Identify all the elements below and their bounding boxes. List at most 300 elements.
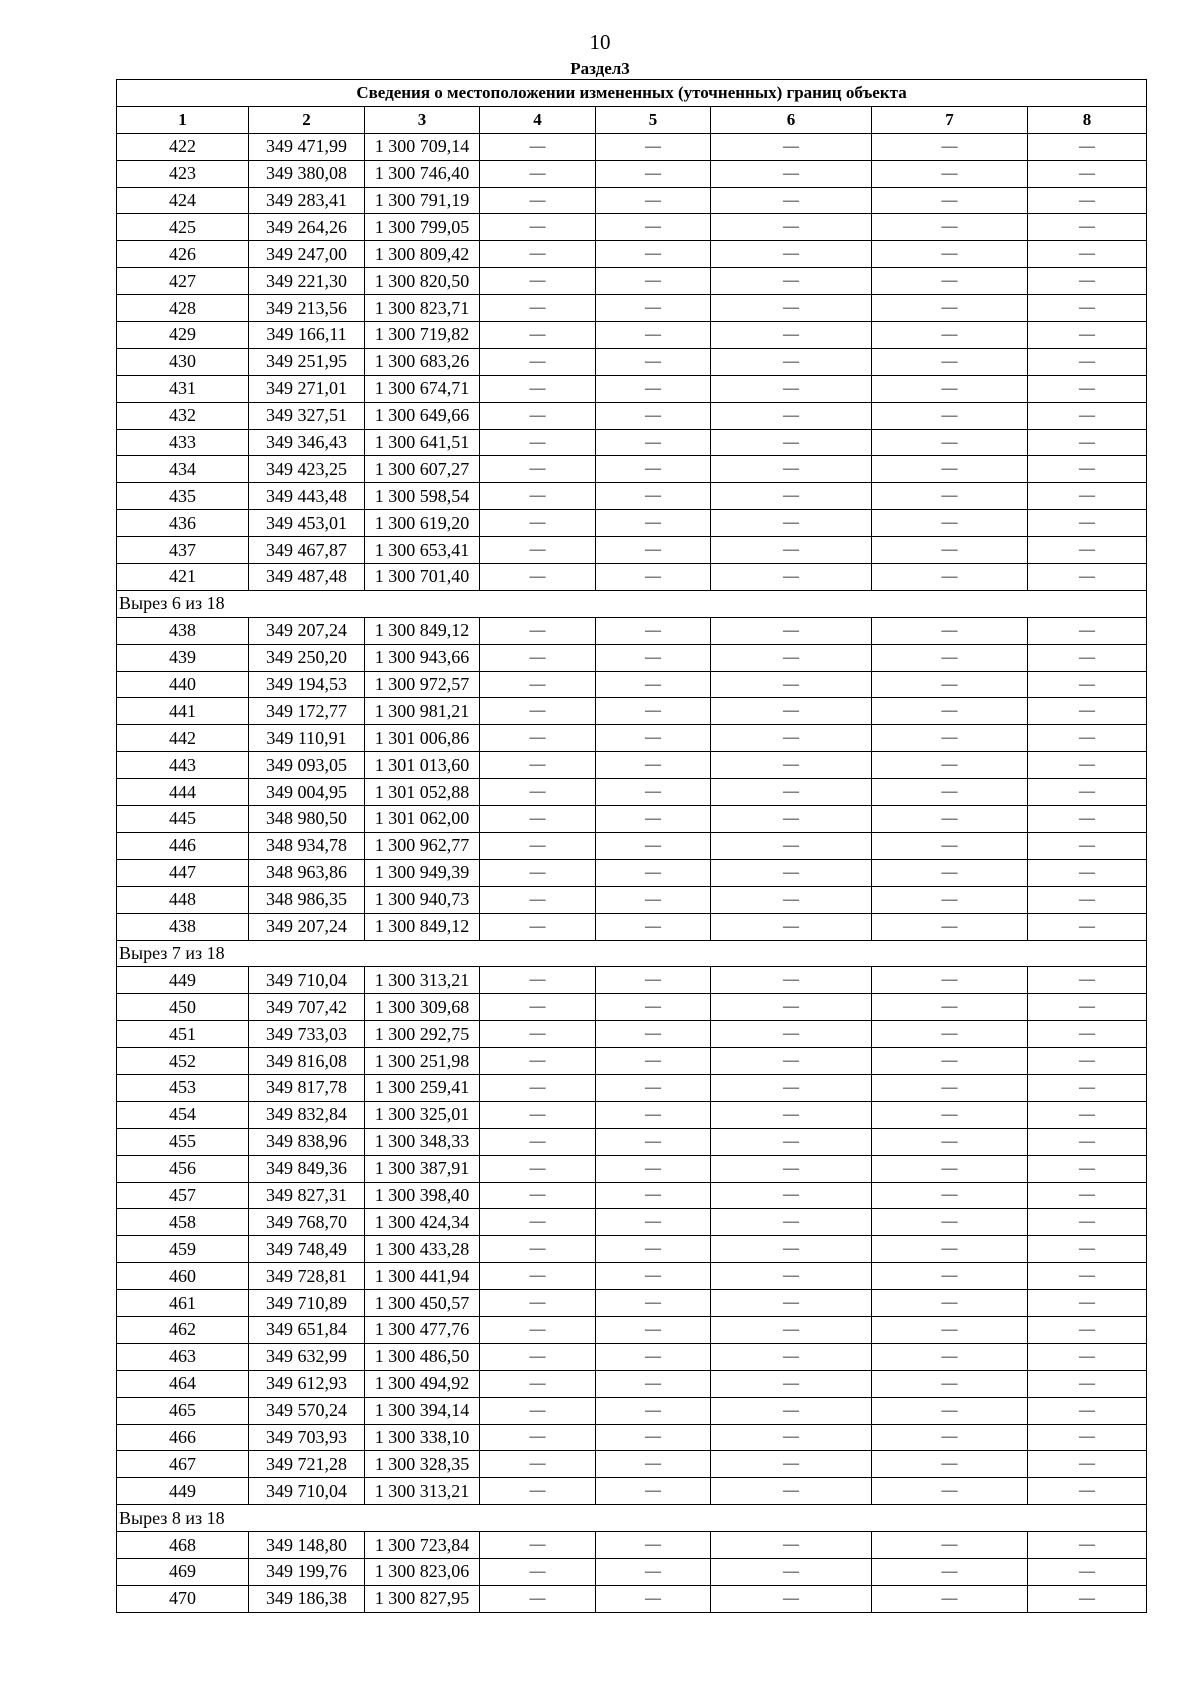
y-coordinate-cell: 1 300 962,77 — [365, 832, 480, 859]
y-coordinate-cell: 1 300 799,05 — [365, 214, 480, 241]
empty-value-cell: — — [872, 1021, 1028, 1048]
empty-value-cell: — — [596, 187, 711, 214]
empty-value-cell: — — [711, 644, 872, 671]
empty-value-cell: — — [872, 1558, 1028, 1585]
point-number-cell: 438 — [117, 913, 249, 940]
x-coordinate-cell: 349 453,01 — [249, 510, 365, 537]
table-row — [117, 752, 1147, 779]
empty-value-cell: — — [1028, 537, 1147, 564]
point-number-cell: 457 — [117, 1182, 249, 1209]
empty-value-cell: — — [480, 1316, 596, 1343]
y-coordinate-cell: 1 300 827,95 — [365, 1585, 480, 1612]
empty-value-cell: — — [711, 967, 872, 994]
empty-value-cell: — — [872, 402, 1028, 429]
x-coordinate-cell: 349 817,78 — [249, 1074, 365, 1101]
point-number-cell: 431 — [117, 375, 249, 402]
y-coordinate-cell: 1 300 823,06 — [365, 1558, 480, 1585]
empty-value-cell: — — [1028, 214, 1147, 241]
point-number-cell: 438 — [117, 617, 249, 644]
x-coordinate-cell: 348 934,78 — [249, 832, 365, 859]
y-coordinate-cell: 1 300 823,71 — [365, 295, 480, 322]
x-coordinate-cell: 349 832,84 — [249, 1101, 365, 1128]
point-number-cell: 445 — [117, 806, 249, 833]
empty-value-cell: — — [596, 1532, 711, 1559]
empty-value-cell: — — [1028, 295, 1147, 322]
point-number-cell: 463 — [117, 1343, 249, 1370]
y-coordinate-cell: 1 300 709,14 — [365, 133, 480, 160]
x-coordinate-cell: 349 110,91 — [249, 725, 365, 752]
table-row — [117, 1209, 1147, 1236]
empty-value-cell: — — [711, 859, 872, 886]
empty-value-cell: — — [1028, 1478, 1147, 1505]
table-row — [117, 375, 1147, 402]
coordinates-table — [116, 79, 1147, 1613]
empty-value-cell: — — [711, 187, 872, 214]
y-coordinate-cell: 1 300 450,57 — [365, 1290, 480, 1317]
table-row — [117, 1316, 1147, 1343]
x-coordinate-cell: 349 467,87 — [249, 537, 365, 564]
x-coordinate-cell: 349 327,51 — [249, 402, 365, 429]
empty-value-cell: — — [596, 429, 711, 456]
empty-value-cell: — — [1028, 241, 1147, 268]
empty-value-cell: — — [1028, 859, 1147, 886]
empty-value-cell: — — [596, 1424, 711, 1451]
point-number-cell: 425 — [117, 214, 249, 241]
y-coordinate-cell: 1 300 313,21 — [365, 1478, 480, 1505]
empty-value-cell: — — [711, 1128, 872, 1155]
section-title: Раздел3 — [570, 59, 630, 78]
point-number-cell: 422 — [117, 133, 249, 160]
empty-value-cell: — — [711, 832, 872, 859]
point-number-cell: 454 — [117, 1101, 249, 1128]
x-coordinate-cell: 349 247,00 — [249, 241, 365, 268]
x-coordinate-cell: 349 004,95 — [249, 779, 365, 806]
x-coordinate-cell: 349 251,95 — [249, 348, 365, 375]
table-row — [117, 644, 1147, 671]
empty-value-cell: — — [1028, 1074, 1147, 1101]
empty-value-cell: — — [872, 806, 1028, 833]
x-coordinate-cell: 349 423,25 — [249, 456, 365, 483]
empty-value-cell: — — [872, 779, 1028, 806]
empty-value-cell: — — [596, 1343, 711, 1370]
empty-value-cell: — — [596, 295, 711, 322]
table-row — [117, 1263, 1147, 1290]
empty-value-cell: — — [480, 348, 596, 375]
x-coordinate-cell: 349 199,76 — [249, 1558, 365, 1585]
y-coordinate-cell: 1 300 949,39 — [365, 859, 480, 886]
empty-value-cell: — — [1028, 994, 1147, 1021]
empty-value-cell: — — [872, 295, 1028, 322]
empty-value-cell: — — [1028, 160, 1147, 187]
empty-value-cell: — — [480, 187, 596, 214]
empty-value-cell: — — [711, 725, 872, 752]
column-number: 2 — [249, 106, 365, 133]
point-number-cell: 429 — [117, 322, 249, 349]
y-coordinate-cell: 1 300 441,94 — [365, 1263, 480, 1290]
x-coordinate-cell: 349 748,49 — [249, 1236, 365, 1263]
empty-value-cell: — — [711, 1343, 872, 1370]
table-row — [117, 564, 1147, 591]
point-number-cell: 468 — [117, 1532, 249, 1559]
subsection-row — [117, 940, 1147, 967]
x-coordinate-cell: 349 827,31 — [249, 1182, 365, 1209]
empty-value-cell: — — [872, 1074, 1028, 1101]
table-row — [117, 1290, 1147, 1317]
point-number-cell: 444 — [117, 779, 249, 806]
empty-value-cell: — — [596, 537, 711, 564]
table-row — [117, 1370, 1147, 1397]
table-row — [117, 510, 1147, 537]
x-coordinate-cell: 349 471,99 — [249, 133, 365, 160]
y-coordinate-cell: 1 300 701,40 — [365, 564, 480, 591]
empty-value-cell: — — [711, 752, 872, 779]
y-coordinate-cell: 1 300 943,66 — [365, 644, 480, 671]
empty-value-cell: — — [872, 133, 1028, 160]
table-row — [117, 214, 1147, 241]
empty-value-cell: — — [596, 1182, 711, 1209]
x-coordinate-cell: 349 612,93 — [249, 1370, 365, 1397]
point-number-cell: 461 — [117, 1290, 249, 1317]
empty-value-cell: — — [1028, 456, 1147, 483]
y-coordinate-cell: 1 300 309,68 — [365, 994, 480, 1021]
empty-value-cell: — — [1028, 806, 1147, 833]
empty-value-cell: — — [596, 483, 711, 510]
empty-value-cell: — — [872, 214, 1028, 241]
empty-value-cell: — — [596, 1128, 711, 1155]
x-coordinate-cell: 349 148,80 — [249, 1532, 365, 1559]
empty-value-cell: — — [480, 994, 596, 1021]
empty-value-cell: — — [872, 886, 1028, 913]
empty-value-cell: — — [872, 348, 1028, 375]
point-number-cell: 435 — [117, 483, 249, 510]
empty-value-cell: — — [872, 1236, 1028, 1263]
x-coordinate-cell: 349 271,01 — [249, 375, 365, 402]
empty-value-cell: — — [1028, 268, 1147, 295]
empty-value-cell: — — [480, 1370, 596, 1397]
empty-value-cell: — — [1028, 1048, 1147, 1075]
empty-value-cell: — — [596, 1209, 711, 1236]
empty-value-cell: — — [480, 322, 596, 349]
empty-value-cell: — — [1028, 1021, 1147, 1048]
empty-value-cell: — — [480, 859, 596, 886]
empty-value-cell: — — [1028, 1424, 1147, 1451]
empty-value-cell: — — [480, 214, 596, 241]
table-row — [117, 1558, 1147, 1585]
x-coordinate-cell: 349 264,26 — [249, 214, 365, 241]
empty-value-cell: — — [872, 187, 1028, 214]
x-coordinate-cell: 349 186,38 — [249, 1585, 365, 1612]
empty-value-cell: — — [596, 160, 711, 187]
x-coordinate-cell: 349 710,04 — [249, 967, 365, 994]
table-row — [117, 268, 1147, 295]
empty-value-cell: — — [596, 671, 711, 698]
x-coordinate-cell: 349 194,53 — [249, 671, 365, 698]
x-coordinate-cell: 349 703,93 — [249, 1424, 365, 1451]
empty-value-cell: — — [1028, 1236, 1147, 1263]
empty-value-cell: — — [480, 160, 596, 187]
column-number-row — [117, 106, 1147, 133]
empty-value-cell: — — [480, 537, 596, 564]
point-number-cell: 434 — [117, 456, 249, 483]
empty-value-cell: — — [872, 1316, 1028, 1343]
empty-value-cell: — — [711, 160, 872, 187]
y-coordinate-cell: 1 300 338,10 — [365, 1424, 480, 1451]
empty-value-cell: — — [480, 1128, 596, 1155]
empty-value-cell: — — [596, 214, 711, 241]
x-coordinate-cell: 349 213,56 — [249, 295, 365, 322]
empty-value-cell: — — [872, 859, 1028, 886]
table-row — [117, 779, 1147, 806]
y-coordinate-cell: 1 300 394,14 — [365, 1397, 480, 1424]
empty-value-cell: — — [480, 779, 596, 806]
empty-value-cell: — — [1028, 1128, 1147, 1155]
table-row — [117, 1343, 1147, 1370]
empty-value-cell: — — [872, 429, 1028, 456]
point-number-cell: 447 — [117, 859, 249, 886]
empty-value-cell: — — [596, 456, 711, 483]
y-coordinate-cell: 1 301 062,00 — [365, 806, 480, 833]
empty-value-cell: — — [711, 698, 872, 725]
y-coordinate-cell: 1 300 649,66 — [365, 402, 480, 429]
y-coordinate-cell: 1 300 325,01 — [365, 1101, 480, 1128]
empty-value-cell: — — [596, 1263, 711, 1290]
table-row — [117, 859, 1147, 886]
x-coordinate-cell: 349 710,89 — [249, 1290, 365, 1317]
empty-value-cell: — — [872, 456, 1028, 483]
point-number-cell: 432 — [117, 402, 249, 429]
point-number-cell: 451 — [117, 1021, 249, 1048]
empty-value-cell: — — [1028, 483, 1147, 510]
x-coordinate-cell: 349 838,96 — [249, 1128, 365, 1155]
y-coordinate-cell: 1 300 477,76 — [365, 1316, 480, 1343]
point-number-cell: 453 — [117, 1074, 249, 1101]
y-coordinate-cell: 1 300 809,42 — [365, 241, 480, 268]
x-coordinate-cell: 349 721,28 — [249, 1451, 365, 1478]
empty-value-cell: — — [711, 375, 872, 402]
point-number-cell: 433 — [117, 429, 249, 456]
empty-value-cell: — — [596, 1478, 711, 1505]
point-number-cell: 458 — [117, 1209, 249, 1236]
empty-value-cell: — — [872, 322, 1028, 349]
x-coordinate-cell: 349 487,48 — [249, 564, 365, 591]
empty-value-cell: — — [872, 994, 1028, 1021]
x-coordinate-cell: 348 980,50 — [249, 806, 365, 833]
empty-value-cell: — — [1028, 402, 1147, 429]
empty-value-cell: — — [1028, 832, 1147, 859]
point-number-cell: 455 — [117, 1128, 249, 1155]
empty-value-cell: — — [596, 725, 711, 752]
empty-value-cell: — — [711, 913, 872, 940]
empty-value-cell: — — [711, 564, 872, 591]
empty-value-cell: — — [711, 1370, 872, 1397]
empty-value-cell: — — [872, 1128, 1028, 1155]
x-coordinate-cell: 349 443,48 — [249, 483, 365, 510]
empty-value-cell: — — [1028, 1532, 1147, 1559]
empty-value-cell: — — [711, 1263, 872, 1290]
empty-value-cell: — — [480, 1074, 596, 1101]
y-coordinate-cell: 1 300 251,98 — [365, 1048, 480, 1075]
empty-value-cell: — — [711, 483, 872, 510]
point-number-cell: 470 — [117, 1585, 249, 1612]
y-coordinate-cell: 1 300 981,21 — [365, 698, 480, 725]
subsection-row — [117, 590, 1147, 617]
empty-value-cell: — — [596, 994, 711, 1021]
table-row — [117, 1451, 1147, 1478]
subsection-title: Вырез 6 из 18 — [117, 590, 1147, 617]
table-row — [117, 160, 1147, 187]
empty-value-cell: — — [872, 241, 1028, 268]
y-coordinate-cell: 1 300 486,50 — [365, 1343, 480, 1370]
empty-value-cell: — — [1028, 1451, 1147, 1478]
empty-value-cell: — — [872, 375, 1028, 402]
table-row — [117, 402, 1147, 429]
empty-value-cell: — — [480, 1451, 596, 1478]
table-row — [117, 1101, 1147, 1128]
empty-value-cell: — — [711, 779, 872, 806]
empty-value-cell: — — [872, 1290, 1028, 1317]
empty-value-cell: — — [711, 886, 872, 913]
y-coordinate-cell: 1 300 424,34 — [365, 1209, 480, 1236]
empty-value-cell: — — [480, 671, 596, 698]
empty-value-cell: — — [480, 832, 596, 859]
x-coordinate-cell: 349 346,43 — [249, 429, 365, 456]
table-row — [117, 1397, 1147, 1424]
empty-value-cell: — — [480, 429, 596, 456]
empty-value-cell: — — [596, 644, 711, 671]
empty-value-cell: — — [480, 268, 596, 295]
y-coordinate-cell: 1 300 641,51 — [365, 429, 480, 456]
empty-value-cell: — — [1028, 564, 1147, 591]
empty-value-cell: — — [596, 241, 711, 268]
table-row — [117, 832, 1147, 859]
y-coordinate-cell: 1 300 398,40 — [365, 1182, 480, 1209]
point-number-cell: 469 — [117, 1558, 249, 1585]
empty-value-cell: — — [480, 1290, 596, 1317]
point-number-cell: 428 — [117, 295, 249, 322]
empty-value-cell: — — [872, 1451, 1028, 1478]
y-coordinate-cell: 1 300 653,41 — [365, 537, 480, 564]
empty-value-cell: — — [480, 1424, 596, 1451]
point-number-cell: 426 — [117, 241, 249, 268]
point-number-cell: 440 — [117, 671, 249, 698]
point-number-cell: 465 — [117, 1397, 249, 1424]
empty-value-cell: — — [872, 832, 1028, 859]
empty-value-cell: — — [1028, 1370, 1147, 1397]
empty-value-cell: — — [872, 483, 1028, 510]
x-coordinate-cell: 349 166,11 — [249, 322, 365, 349]
y-coordinate-cell: 1 300 849,12 — [365, 913, 480, 940]
empty-value-cell: — — [480, 1155, 596, 1182]
empty-value-cell: — — [480, 886, 596, 913]
empty-value-cell: — — [480, 1397, 596, 1424]
empty-value-cell: — — [596, 1290, 711, 1317]
empty-value-cell: — — [711, 671, 872, 698]
empty-value-cell: — — [711, 1585, 872, 1612]
empty-value-cell: — — [711, 456, 872, 483]
empty-value-cell: — — [480, 1585, 596, 1612]
empty-value-cell: — — [480, 806, 596, 833]
empty-value-cell: — — [1028, 1558, 1147, 1585]
empty-value-cell: — — [1028, 1209, 1147, 1236]
y-coordinate-cell: 1 300 791,19 — [365, 187, 480, 214]
column-number: 3 — [365, 106, 480, 133]
empty-value-cell: — — [596, 967, 711, 994]
empty-value-cell: — — [480, 510, 596, 537]
point-number-cell: 423 — [117, 160, 249, 187]
table-row — [117, 1155, 1147, 1182]
empty-value-cell: — — [872, 1101, 1028, 1128]
table-row — [117, 322, 1147, 349]
x-coordinate-cell: 349 733,03 — [249, 1021, 365, 1048]
empty-value-cell: — — [480, 1048, 596, 1075]
empty-value-cell: — — [596, 510, 711, 537]
empty-value-cell: — — [711, 241, 872, 268]
y-coordinate-cell: 1 300 259,41 — [365, 1074, 480, 1101]
empty-value-cell: — — [596, 564, 711, 591]
x-coordinate-cell: 348 963,86 — [249, 859, 365, 886]
y-coordinate-cell: 1 300 348,33 — [365, 1128, 480, 1155]
table-row — [117, 617, 1147, 644]
table-row — [117, 886, 1147, 913]
point-number-cell: 443 — [117, 752, 249, 779]
empty-value-cell: — — [1028, 429, 1147, 456]
point-number-cell: 467 — [117, 1451, 249, 1478]
point-number-cell: 449 — [117, 1478, 249, 1505]
empty-value-cell: — — [480, 1263, 596, 1290]
empty-value-cell: — — [480, 1558, 596, 1585]
empty-value-cell: — — [711, 1209, 872, 1236]
empty-value-cell: — — [596, 913, 711, 940]
x-coordinate-cell: 349 768,70 — [249, 1209, 365, 1236]
table-caption-row — [117, 80, 1147, 107]
x-coordinate-cell: 349 849,36 — [249, 1155, 365, 1182]
empty-value-cell: — — [872, 1424, 1028, 1451]
x-coordinate-cell: 349 207,24 — [249, 617, 365, 644]
empty-value-cell: — — [480, 1236, 596, 1263]
empty-value-cell: — — [1028, 1101, 1147, 1128]
x-coordinate-cell: 349 093,05 — [249, 752, 365, 779]
empty-value-cell: — — [480, 967, 596, 994]
empty-value-cell: — — [1028, 671, 1147, 698]
point-number-cell: 424 — [117, 187, 249, 214]
empty-value-cell: — — [1028, 375, 1147, 402]
subsection-title: Вырез 7 из 18 — [117, 940, 1147, 967]
empty-value-cell: — — [596, 1236, 711, 1263]
table-row — [117, 295, 1147, 322]
point-number-cell: 459 — [117, 1236, 249, 1263]
empty-value-cell: — — [711, 1155, 872, 1182]
empty-value-cell: — — [711, 1532, 872, 1559]
empty-value-cell: — — [872, 1370, 1028, 1397]
empty-value-cell: — — [711, 322, 872, 349]
x-coordinate-cell: 349 816,08 — [249, 1048, 365, 1075]
empty-value-cell: — — [480, 617, 596, 644]
x-coordinate-cell: 349 207,24 — [249, 913, 365, 940]
y-coordinate-cell: 1 300 313,21 — [365, 967, 480, 994]
y-coordinate-cell: 1 300 849,12 — [365, 617, 480, 644]
empty-value-cell: — — [872, 1155, 1028, 1182]
point-number-cell: 430 — [117, 348, 249, 375]
empty-value-cell: — — [1028, 1263, 1147, 1290]
point-number-cell: 442 — [117, 725, 249, 752]
empty-value-cell: — — [1028, 617, 1147, 644]
point-number-cell: 427 — [117, 268, 249, 295]
empty-value-cell: — — [480, 698, 596, 725]
y-coordinate-cell: 1 300 619,20 — [365, 510, 480, 537]
empty-value-cell: — — [711, 537, 872, 564]
empty-value-cell: — — [711, 402, 872, 429]
point-number-cell: 446 — [117, 832, 249, 859]
